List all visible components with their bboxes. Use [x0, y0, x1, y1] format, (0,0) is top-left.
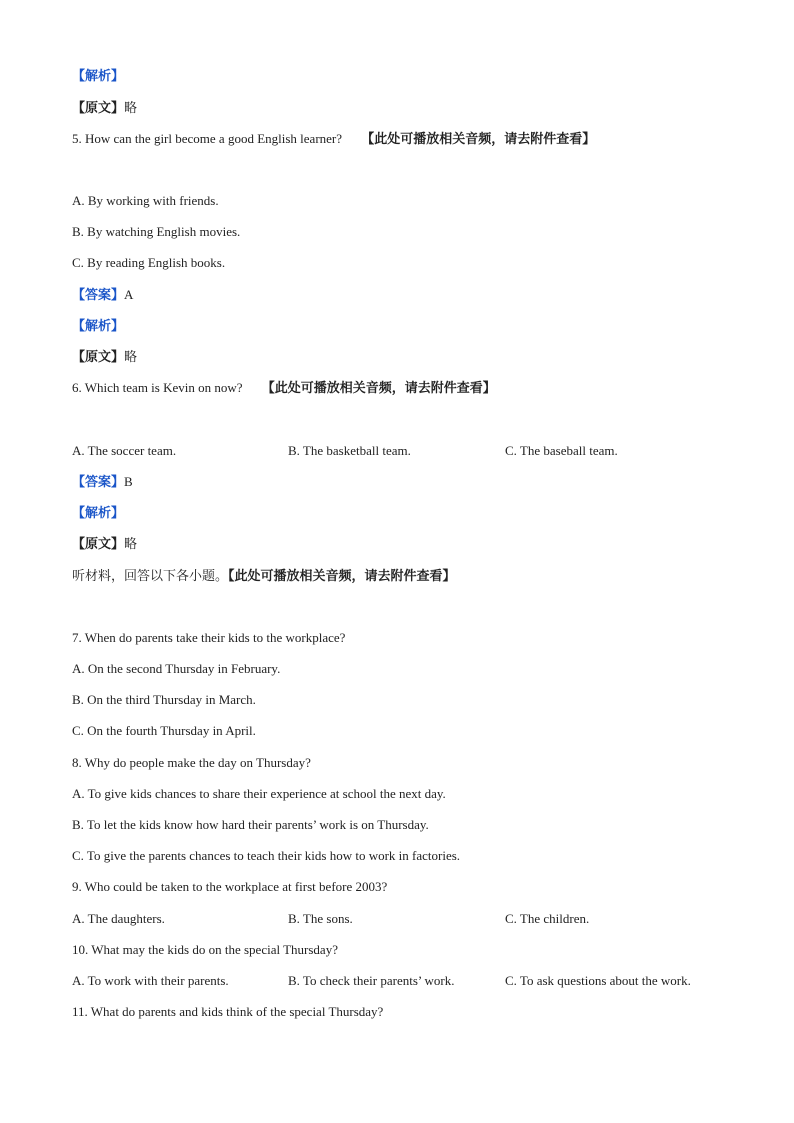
- q5-question: 5. How can the girl become a good English learner? 【此处可播放相关音频，请去附件查看】: [72, 131, 596, 147]
- q10-option-c: C. To ask questions about the work.: [505, 973, 691, 988]
- q8-option-a: A. To give kids chances to share their experience at school the next day.: [72, 786, 446, 801]
- q5-option-b: B. By watching English movies.: [72, 224, 241, 239]
- q9-option-b: B. The sons.: [288, 911, 353, 926]
- q6-option-c: C. The baseball team.: [505, 443, 618, 458]
- q5-answer: 【答案】A: [72, 287, 134, 303]
- audio-note: 【此处可播放相关音频，请去附件查看】: [228, 569, 456, 584]
- q10-question: 10. What may the kids do on the special Thursday?: [72, 942, 338, 957]
- q6-option-b: B. The basketball team.: [288, 443, 411, 458]
- q7-question: 7. When do parents take their kids to the workplace?: [72, 630, 346, 645]
- q6-original: 【原文】略: [72, 537, 138, 552]
- q10-option-b: B. To check their parents’ work.: [288, 973, 455, 988]
- q8-option-b: B. To let the kids know how hard their parents’ work is on Thursday.: [72, 817, 429, 832]
- q5-analysis: 【解析】: [72, 319, 125, 334]
- q6-analysis: 【解析】: [72, 506, 125, 521]
- q5-option-c: C. By reading English books.: [72, 255, 226, 270]
- q5-option-a: A. By working with friends.: [72, 193, 219, 208]
- q9-question: 9. Who could be taken to the workplace at first before 2003?: [72, 879, 388, 894]
- q9-option-c: C. The children.: [505, 911, 590, 926]
- q11-question: 11. What do parents and kids think of the special Thursday?: [72, 1004, 384, 1019]
- audio-note: 【此处可播放相关音频，请去附件查看】: [261, 381, 496, 396]
- q8-option-c: C. To give the parents chances to teach their kids how to work in factories.: [72, 848, 461, 863]
- q9-option-a: A. The daughters.: [72, 911, 165, 926]
- q7-option-a: A. On the second Thursday in February.: [72, 661, 281, 676]
- q10-option-a: A. To work with their parents.: [72, 973, 229, 988]
- q7-option-b: B. On the third Thursday in March.: [72, 692, 256, 707]
- original-line-top: 【原文】略: [72, 101, 138, 116]
- q8-question: 8. Why do people make the day on Thursday?: [72, 755, 311, 770]
- q6-answer: 【答案】B: [72, 474, 133, 490]
- audio-note: 【此处可播放相关音频，请去附件查看】: [361, 132, 596, 147]
- q6-question: 6. Which team is Kevin on now? 【此处可播放相关音频，请去附件查看】: [72, 380, 496, 396]
- listening-intro: 听材料，回答以下各小题。【此处可播放相关音频，请去附件查看】: [72, 569, 456, 584]
- analysis-label-top: 【解析】: [72, 69, 125, 84]
- q5-original: 【原文】略: [72, 350, 138, 365]
- q7-option-c: C. On the fourth Thursday in April.: [72, 723, 256, 738]
- q6-option-a: A. The soccer team.: [72, 443, 177, 458]
